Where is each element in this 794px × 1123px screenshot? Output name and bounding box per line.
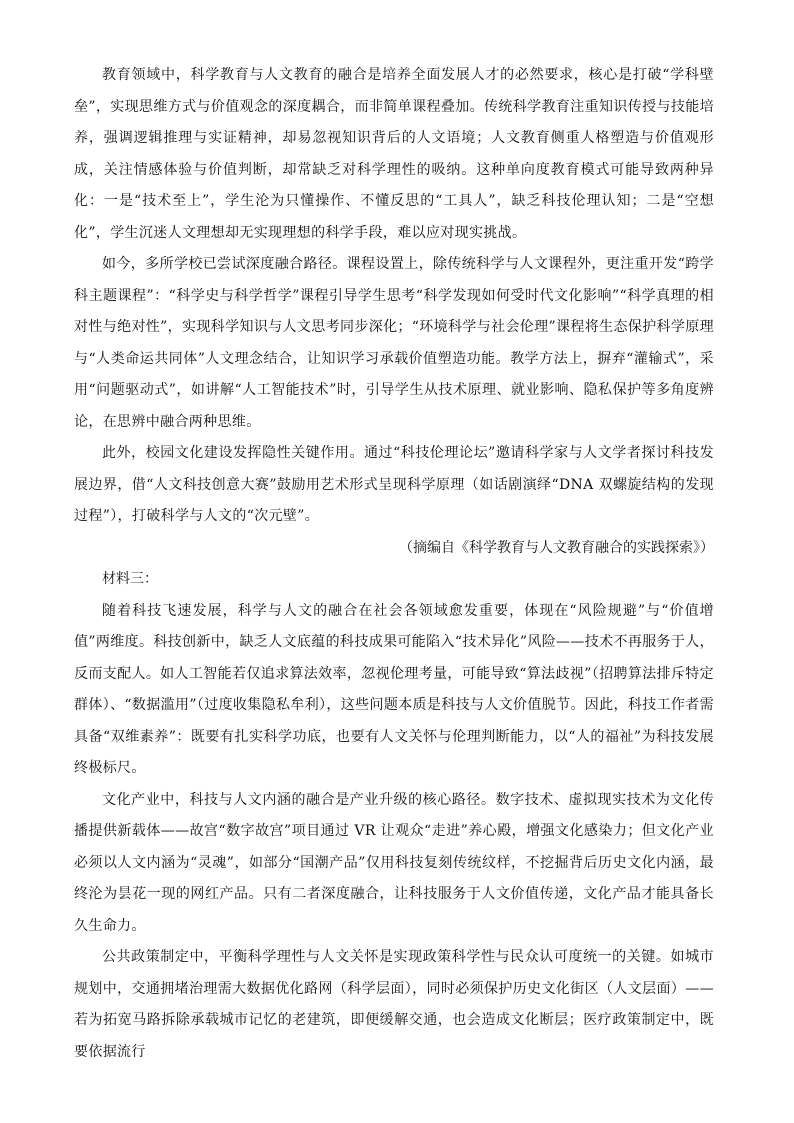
material-three-heading: 材料三：	[102, 571, 158, 587]
paragraph-culture-industry: 文化产业中，科技与人文内涵的融合是产业升级的核心路径。数字技术、虚拟现实技术为文化传播提供新载体——故宫“数字故宫”项目通过 VR 让观众“走进”养心殿，增强文化感染力；但文化产业必须以人文内涵为“灵魂”，如部分“国潮产品”仅用科技复刻传统纹样，不挖掘背后历史文化内涵，最终沦为昙花一现的网红产品。只有二者深度融合，让科技服务于人文价值传递，文化产品才能具备长久生命力。	[74, 791, 714, 934]
paragraph-public-policy: 公共政策制定中，平衡科学理性与人文关怀是实现政策科学性与民众认可度统一的关键。如城市规划中，交通拥堵治理需大数据优化路网（科学层面），同时必须保护历史文化街区（人文层面）——若为拓宽马路拆除承载城市记忆的老建筑，即便缓解交通，也会造成文化断层；医疗政策制定中，既要依据流行	[74, 949, 714, 1060]
source-citation: （摘编自《科学教育与人文教育融合的实践探索》）	[399, 539, 714, 556]
paragraph-education-fusion: 教育领域中，科学教育与人文教育的融合是培养全面发展人才的必然要求，核心是打破“学科壁垒”，实现思维方式与价值观念的深度耦合，而非简单课程叠加。传统科学教育注重知识传授与技能培养，强调逻辑推理与实证精神，却易忽视知识背后的人文语境；人文教育侧重人格塑造与价值观形成，关注情感体验与价值判断，却常缺乏对科学理性的吸纳。这种单向度教育模式可能导致两种异化：一是“技术至上”，学生沦为只懂操作、不懂反思的“工具人”，缺乏科技伦理认知；二是“空想化”，学生沉迷人文理想却无实现理想的科学手段，难以应对现实挑战。	[74, 67, 714, 241]
paragraph-campus-culture: 此外，校园文化建设发挥隐性关键作用。通过“科技伦理论坛”邀请科学家与人文学者探讨科技发展边界，借“人文科技创意大赛”鼓励用艺术形式呈现科学原理（如话剧演绎“DNA 双螺旋结构的发现过程”），打破科学与人文的“次元壁”。	[74, 445, 714, 524]
document-body	[74, 60, 714, 1068]
paragraph-school-paths: 如今，多所学校已尝试深度融合路径。课程设置上，除传统科学与人文课程外，更注重开发“跨学科主题课程”：“科学史与科学哲学”课程引导学生思考“科学发现如何受时代文化影响”“科学真理的相对性与绝对性”，实现科学知识与人文思考同步深化；“环境科学与社会伦理”课程将生态保护科学原理与“人类命运共同体”人文理念结合，让知识学习承载价值塑造功能。教学方法上，摒弃“灌输式”，采用“问题驱动式”，如讲解“人工智能技术”时，引导学生从技术原理、就业影响、隐私保护等多角度辨论，在思辨中融合两种思维。	[74, 256, 714, 430]
paragraph-tech-innovation: 随着科技飞速发展，科学与人文的融合在社会各领域愈发重要，体现在“风险规避”与“价值增值”两维度。科技创新中，缺乏人文底蕴的科技成果可能陷入“技术异化”风险——技术不再服务于人，反而支配人。如人工智能若仅追求算法效率，忽视伦理考量，可能导致“算法歧视”（招聘算法排斥特定群体）、“数据滥用”（过度收集隐私牟利），这些问题本质是科技与人文价值脱节。因此，科技工作者需具备“双维素养”：既要有扎实科学功底，也要有人文关怀与伦理判断能力，以“人的福祉”为科技发展终极标尺。	[74, 602, 714, 776]
